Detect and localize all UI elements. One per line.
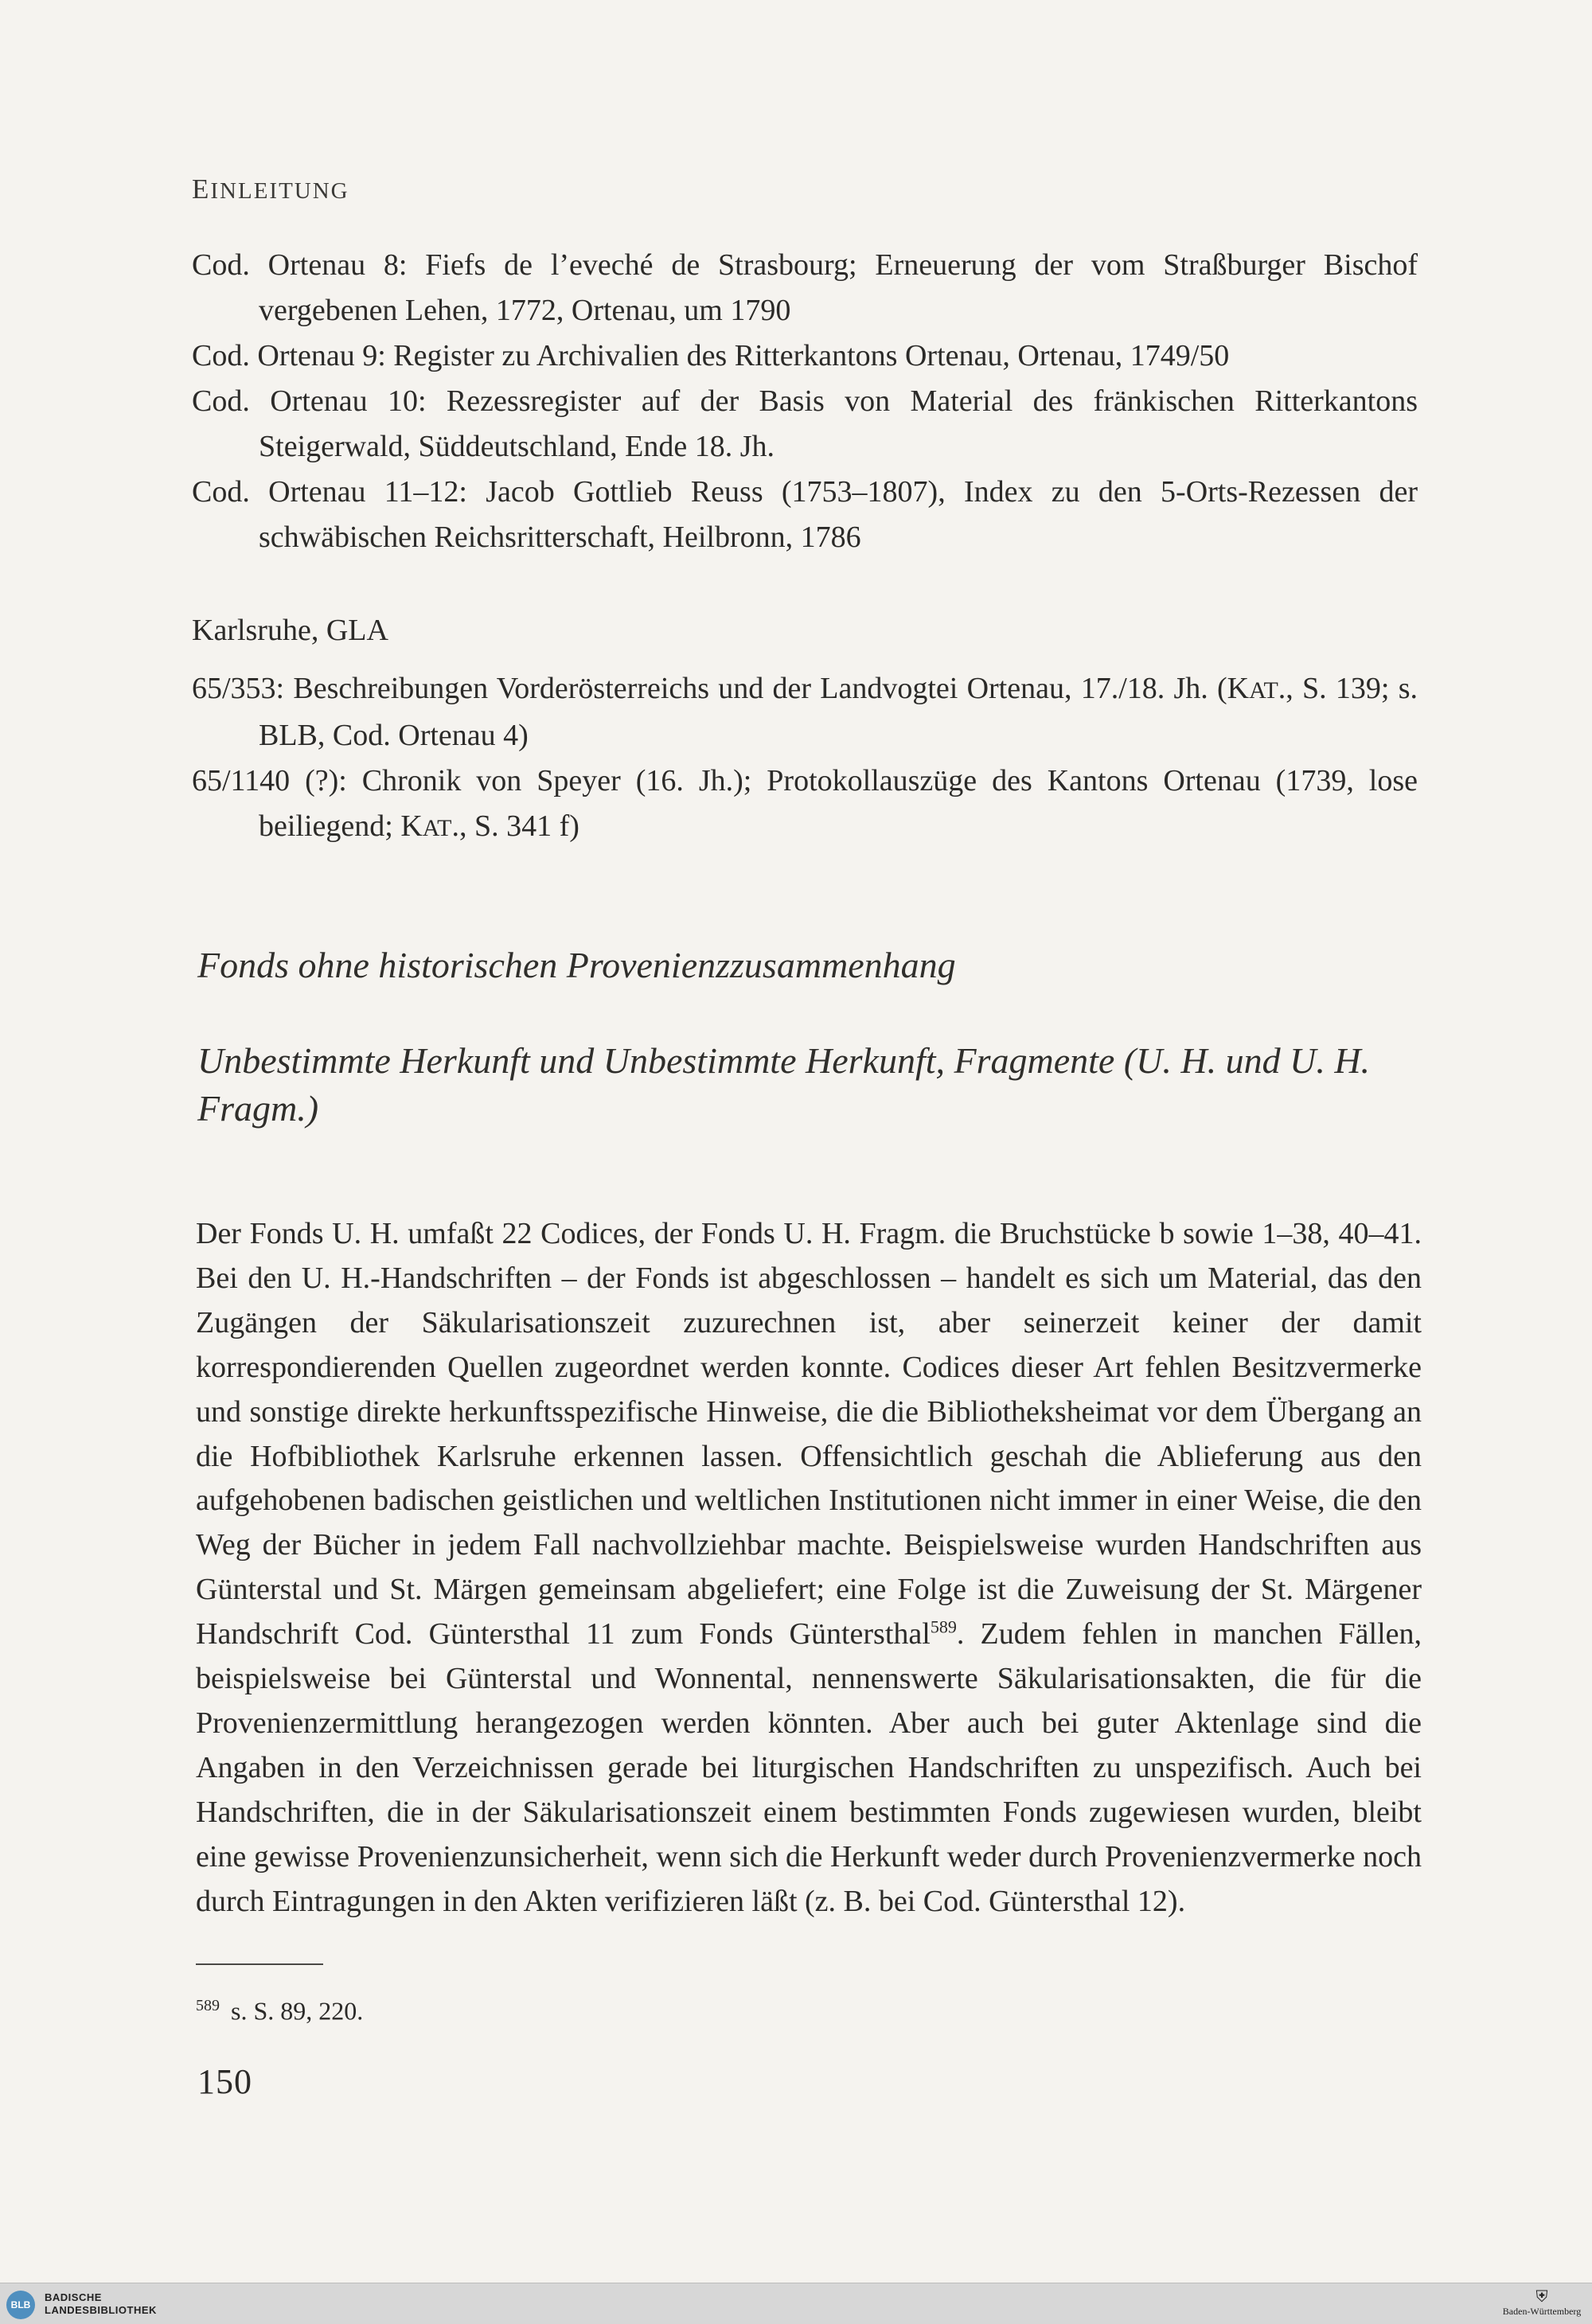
section-heading: Fonds ohne historischen Provenienzzusammenhang	[197, 945, 956, 985]
page-number: 150	[197, 2062, 252, 2101]
blb-logo-icon[interactable]: BLB	[6, 2291, 35, 2319]
codex-list	[192, 243, 1418, 560]
footnote-ref[interactable]: 589	[930, 1616, 957, 1637]
gla-entry: 65/353: Beschreibungen Vorderösterreichs und der Landvogtei Ortenau, 17./18. Jh. (KAT., S. 139; s. BLB, Cod. Ortenau 4)	[192, 672, 1418, 752]
body-paragraph: Der Fonds U. H. umfaßt 22 Codices, der Fonds U. H. Fragm. die Bruchstücke b sowie 1–38, 40–41. Bei den U. H.-Handschriften – der Fonds ist abgeschlossen – handelt es sich um Material, das den Zugängen der Säkularisationszeit zuzurechnen ist, aber seinerzeit keiner der damit korrespondierenden Quellen zugeordnet werden konnte. Codices dieser Art fehlen Besitzvermerke und sonstige direkte herkunftsspezifische Hinweise, die die Bibliotheksheimat vor dem Übergang an die Hofbibliothek Karlsruhe erkennen lassen. Offensichtlich geschah die Ablieferung aus den aufgehobenen badischen geistlichen und weltlichen Institutionen nicht immer in einer Weise, die den Weg der Bücher in jedem Fall nachvollziehbar machte. Beispielsweise wurden Handschriften aus Günterstal und St. Märgen gemeinsam abgeliefert; eine Folge ist die Zuweisung der St. Märgener Handschrift Cod. Güntersthal 11 zum Fonds Güntersthal$^{589}$. Zudem fehlen in manchen Fällen, beispielsweise bei Günterstal und Wonnental, nennenswerte Säkularisationsakten, die für die Provenienzermittlung herangezogen werden könnten. Aber auch bei guter Aktenlage sind die Angaben in den Verzeichnissen gerade bei liturgischen Handschriften zu unspezifisch. Auch bei Handschriften, die in der Säkularisationszeit einem bestimmten Fonds zugewiesen wurden, bleibt eine gewisse Provenienzunsicherheit, wenn sich die Herkunft weder durch Provenienzvermerke noch durch Eintragungen in den Akten verifizieren läßt (z. B. bei Cod. Güntersthal 12).	[196, 1217, 1422, 1918]
gla-entry: 65/1140 (?): Chronik von Speyer (16. Jh.); Protokollauszüge des Kantons Ortenau (1739, lose beiliegend; KAT., S. 341 f)	[192, 764, 1418, 843]
running-head: EINLEITUNG	[192, 174, 349, 205]
viewer-footer	[0, 2283, 1592, 2324]
codex-entry: Cod. Ortenau 8: Fiefs de l’eveché de Strasbourg; Erneuerung der vom Straßburger Bischof vergebenen Lehen, 1772, Ortenau, um 1790	[192, 248, 1418, 327]
coat-of-arms-icon: ⛨	[1535, 2288, 1548, 2306]
footnote: $^{589}$ s. S. 89, 220.	[196, 1996, 364, 2026]
library-name: BADISCHE LANDESBIBLIOTHEK	[45, 2291, 157, 2316]
subsection-heading: Unbestimmte Herkunft und Unbestimmte Herkunft, Fragmente (U. H. und U. H. Fragm.)	[197, 1040, 1371, 1129]
footnote-rule	[196, 1963, 323, 1965]
state-logo[interactable]: ⛨ Baden-Württemberg	[1498, 2288, 1586, 2317]
section-label-gla: Karlsruhe, GLA	[192, 614, 388, 647]
codex-entry: Cod. Ortenau 9: Register zu Archivalien des Ritterkantons Ortenau, Ortenau, 1749/50	[192, 339, 1230, 372]
gla-list	[192, 666, 1418, 851]
codex-entry: Cod. Ortenau 10: Rezessregister auf der Basis von Material des fränkischen Ritterkantons Steigerwald, Süddeutschland, Ende 18. Jh.	[192, 384, 1418, 463]
codex-entry: Cod. Ortenau 11–12: Jacob Gottlieb Reuss (1753–1807), Index zu den 5-Orts-Rezessen der schwäbischen Reichsritterschaft, Heilbronn, 1786	[192, 475, 1418, 554]
